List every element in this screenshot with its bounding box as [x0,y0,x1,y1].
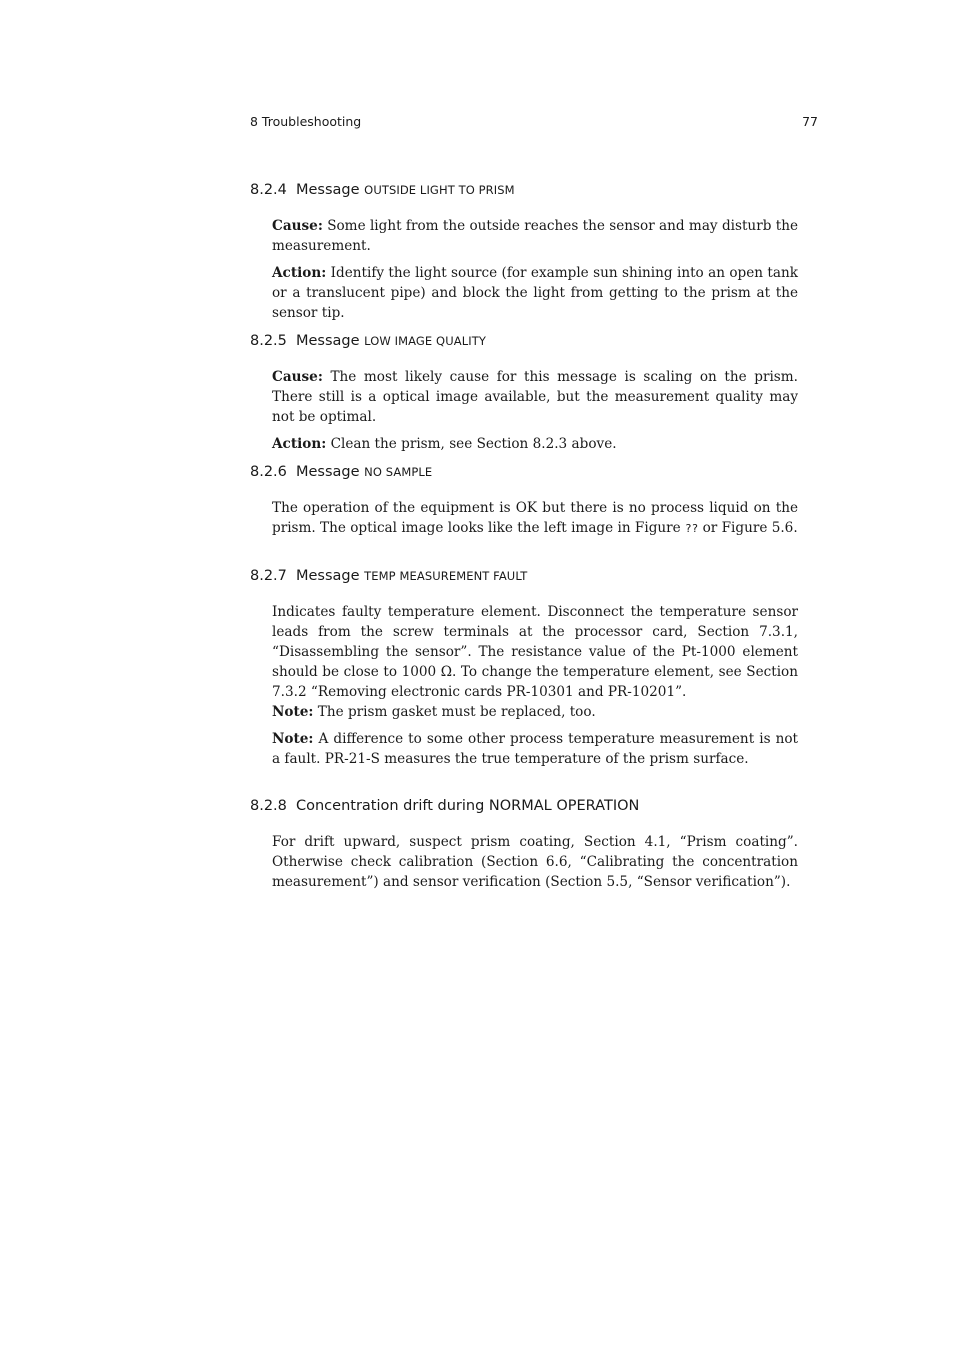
cause-text: Some light from the outside reaches the sensor and may disturb the measurement. [272,218,798,254]
action-paragraph [272,263,798,323]
section-8-2-6 [250,464,798,546]
chapter-title: 8 Troubleshooting [250,114,362,129]
heading-title: Concentration drift during NORMAL OPERATION [296,798,640,814]
heading-prefix: Message [296,568,360,584]
action-label: Action: [272,265,327,281]
heading-message-name: OUTSIDE LIGHT TO PRISM [364,183,515,197]
running-head [250,114,818,129]
section-number: 8.2.4 [250,182,287,198]
note-paragraph [272,702,798,722]
section-heading [250,333,798,349]
section-heading [250,464,798,480]
note-label: Note: [272,731,314,747]
section-8-2-5 [250,333,798,461]
section-number: 8.2.8 [250,798,287,814]
section-body [272,216,798,323]
cause-label: Cause: [272,218,323,234]
action-paragraph [272,434,798,454]
heading-prefix: Message [296,182,360,198]
note-label: Note: [272,704,314,720]
heading-message-name: TEMP MEASUREMENT FAULT [364,569,528,583]
section-number: 8.2.7 [250,568,287,584]
note-text: A difference to some other process temperature measurement is not a fault. PR-21-S measures the true temperature of the prism surface. [272,731,799,767]
page-number: 77 [802,114,818,129]
section-8-2-4 [250,182,798,330]
note-paragraph [272,729,798,769]
action-text: Identify the light source (for example sun shining into an open tank or a translucent pipe) and block the light from getting to the prism at the sensor tip. [272,265,798,321]
action-label: Action: [272,436,327,452]
action-text: Clean the prism, see Section 8.2.3 above. [330,436,617,452]
section-8-2-7 [250,568,798,776]
section-number: 8.2.5 [250,333,287,349]
unresolved-figure-ref: ?? [685,522,699,535]
heading-prefix: Message [296,333,360,349]
section-heading [250,182,798,198]
section-8-2-8 [250,798,798,899]
section-body [272,602,798,769]
cause-text: The most likely cause for this message is scaling on the prism. There still is a optical image available, but the measurement quality may not be optimal. [272,369,798,425]
body-paragraph: Indicates faulty temperature element. Disconnect the temperature sensor leads from the screw terminals at the processor card, Section 7.3.1, “Disassembling the sensor”. The resistance value of the Pt-1000 element should be close to 1000 Ω. To change the temperature element, see Section 7.3.2 “Removing electronic cards PR-10301 and PR-10201”. [272,604,798,700]
cause-paragraph [272,216,798,256]
body-paragraph: For drift upward, suspect prism coating, Section 4.1, “Prism coating”. Otherwise check calibration (Section 6.6, “Calibrating the concentration measurement”) and sensor verification (Section 5.5, “Sensor verification”). [272,834,798,890]
section-body [272,367,798,454]
cause-label: Cause: [272,369,323,385]
section-heading [250,568,798,584]
heading-message-name: NO SAMPLE [364,465,433,479]
section-body [272,832,798,892]
body-paragraph [272,498,798,539]
section-number: 8.2.6 [250,464,287,480]
body-text-a: The operation of the equipment is OK but there is no process liquid on the prism. The optical image looks like the left image in Figure [272,500,798,536]
section-heading [250,798,798,814]
heading-prefix: Message [296,464,360,480]
cause-paragraph [272,367,798,427]
section-body [272,498,798,539]
body-text-b: or Figure 5.6. [702,520,798,536]
note-text: The prism gasket must be replaced, too. [317,704,596,720]
heading-message-name: LOW IMAGE QUALITY [364,334,486,348]
